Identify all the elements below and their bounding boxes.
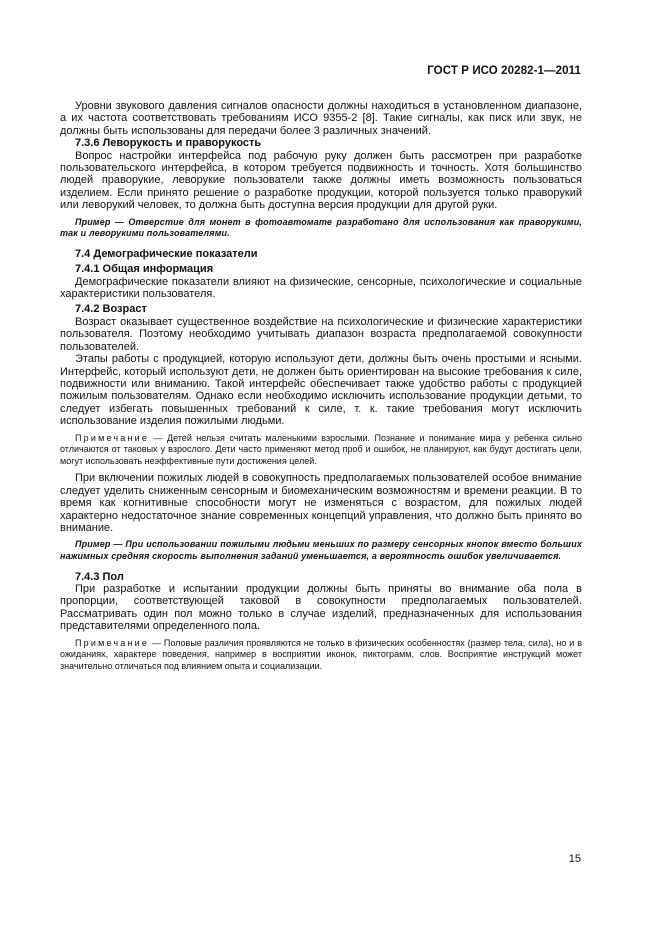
paragraph: При включении пожилых людей в совокупность предполагаемых пользователей особое внимание следует уделить сниженным сенсорным и биомеханическим возможностям и времени реакции. В то время как когнитивные способности могут не изменяться с возрастом, для пожилых людей характерно недостаточное знание современных концепций управления, что должно быть принято во внимание. <box>60 472 582 534</box>
document-code: ГОСТ Р ИСО 20282-1—2011 <box>427 65 581 77</box>
document-body <box>60 100 582 672</box>
section-heading: 7.4.2 Возраст <box>75 303 147 316</box>
note-label: Примечание <box>75 637 150 648</box>
note-text <box>60 638 582 673</box>
note-body: — Половые различия проявляются не только в физических особенностях (размер тела, сила), но и в ожиданиях, характере поведения, например в восприятии иконок, пиктограмм, слов. Восприятие инструкций может значительно отличаться под влиянием опыта и социализации. <box>60 637 582 671</box>
paragraph: Возраст оказывает существенное воздействие на психологические и физические характеристики пользователя. Поэтому необходимо учитывать диапазон возраста предполагаемой совокупности пользователей. <box>60 315 582 353</box>
note-body: — Детей нельзя считать маленькими взрослыми. Познание и понимание мира у ребенка сильно отличаются от таковых у взрослого. Дети часто применяют метод проб и ошибок, не планируют, как будут достигать цели, могут использовать неэффективные пути достижения целей. <box>60 432 582 466</box>
page-number: 15 <box>568 853 581 865</box>
section-heading: 7.4.3 Пол <box>75 570 124 583</box>
section-heading: 7.4.1 Общая информация <box>75 263 214 276</box>
example-text: Пример — Отверстие для монет в фотоавтомате разработано для использования как праворукими, так и леворукими пользователями. <box>60 216 582 239</box>
note-text <box>60 433 582 468</box>
paragraph: Демографические показатели влияют на физические, сенсорные, психологические и социальные характеристики пользователя. <box>60 275 582 301</box>
paragraph: При разработке и испытании продукции должны быть приняты во внимание оба пола в пропорции, соответствующей таковой в совокупности предполагаемых пользователей. Рассматривать один пол можно только в случае изделий, предназначенных для использования представителями определенного пола. <box>60 582 582 633</box>
paragraph: Этапы работы с продукцией, которую используют дети, должны быть очень простыми и ясными. Интерфейс, который используют дети, не должен быть ориентирован на высокие требования к силе, подвижности или вниманию. Такой интерфейс обеспечивает также удобство работы с продукцией пожилым пользователям. Однако если необходимо исключить использование продукции детьми, то следует избегать повышенных требований к силе, т. к. такие требования могут исключить использование изделия пожилыми людьми. <box>60 353 582 428</box>
note-label: Примечание <box>75 432 150 443</box>
paragraph: Вопрос настройки интерфейса под рабочую руку должен быть рассмотрен при разработке пользовательского интерфейса, в котором требуется подвижность и точность. Хотя большинство людей праворукие, леворукие пользователи также должны иметь возможность пользоваться изделием. Если принято решение о разработке продукции, которой пользуется только праворукий или леворукий человек, то должна быть доступна версия продукции для другой руки. <box>60 149 582 212</box>
paragraph: Уровни звукового давления сигналов опасности должны находиться в установленном диапазоне, а их частота соответствовать требованиям ИСО 9355-2 [8]. Такие сигналы, как писк или звук, не должны быть использованы для передачи более 3 различных значений. <box>60 100 582 137</box>
example-text: Пример — При использовании пожилыми людьми меньших по размеру сенсорных кнопок вместо больших нажимных средняя скорость выполнения заданий уменьшается, а вероятность ошибок увеличивается. <box>60 539 582 561</box>
section-heading: 7.4 Демографические показатели <box>75 247 258 260</box>
section-heading: 7.3.6 Леворукость и праворукость <box>75 137 262 150</box>
